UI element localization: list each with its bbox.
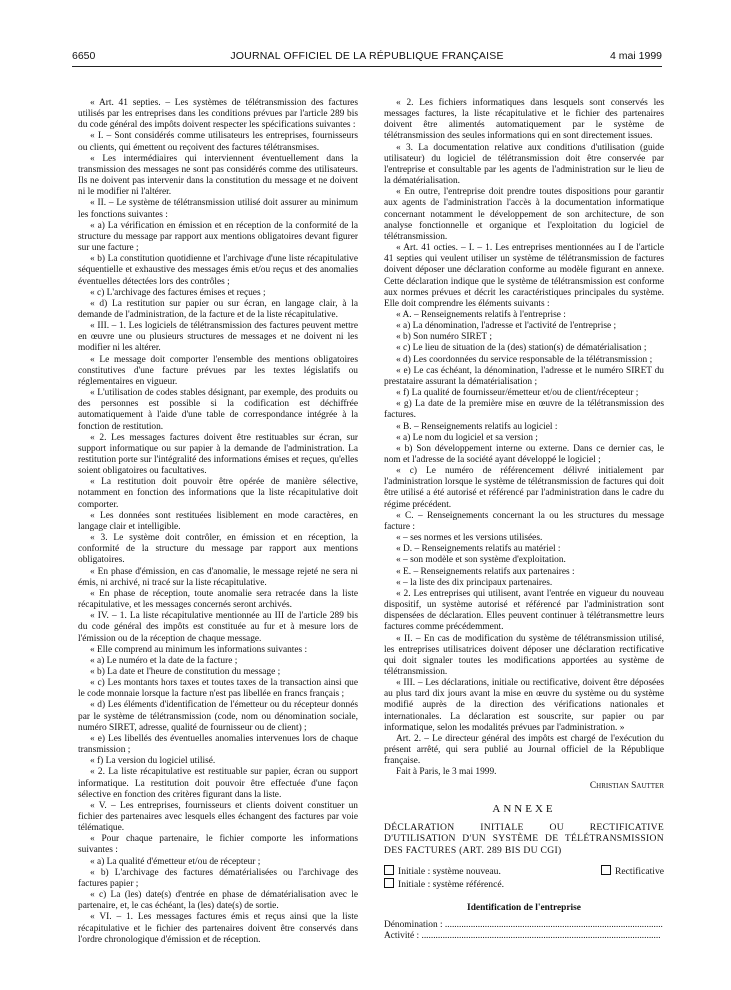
paragraph: « La restitution doit pouvoir être opérée de manière sélective, notamment en fonction des informations que la liste récapitulative doit comporter. [78,477,358,510]
checkbox-row-1 [384,865,664,878]
paragraph: « I. – Sont considérés comme utilisateurs les entreprises, fournisseurs ou clients, qui émettent ou reçoivent des factures télétransmises. [78,131,358,153]
paragraph: « V. – Les entreprises, fournisseurs et clients doivent constituer un fichier des partenaires avec lesquels elles échangent des factures par voie télématique. [78,800,358,834]
journal-title: JOURNAL OFFICIEL DE LA RÉPUBLIQUE FRANÇAISE [230,50,504,62]
checkbox-row-2 [384,878,664,891]
paragraph: « e) Le cas échéant, la dénomination, l'adresse et le numéro SIRET du prestataire assurant la dématérialisation ; [384,365,664,387]
paragraph: « B. – Renseignements relatifs au logiciel : [396,421,558,432]
signature: Christian Sautter [589,780,664,791]
issue-date: 4 mai 1999 [610,50,662,62]
paragraph: « a) La dénomination, l'adresse et l'activité de l'entreprise ; [396,321,617,332]
annexe-heading: ANNEXE [492,802,556,815]
paragraph: « 3. La documentation relative aux conditions d'utilisation (guide utilisateur) du logiciel de télétransmission doit être conservée par l'entreprise et consultable par les agents de l'administration sur le lieu de la dématérialisation. [384,142,664,187]
identification-heading: Identification de l'entreprise [467,903,581,914]
paragraph: « b) La date et l'heure de constitution du message ; [90,666,281,677]
paragraph: « a) Le nom du logiciel et sa version ; [396,432,538,443]
paragraph: « a) La qualité d'émetteur et/ou de récepteur ; [90,856,261,867]
paragraph: « c) Les montants hors taxes et toutes taxes de la transaction ainsi que le code monnaie lorsque la facture n'est pas libellée en francs français ; [78,678,358,700]
paragraph: « b) La constitution quotidienne et l'archivage d'une liste récapitulative séquentielle et exhaustive des messages émis et/ou reçus et des anomalies éventuelles détectées lors des contrôles ; [78,254,358,287]
paragraph: Fait à Paris, le 3 mai 1999. [396,767,497,778]
paragraph: « Art. 41 octies. – I. – 1. Les entreprises mentionnées au I de l'article 41 septies qui veulent utiliser un système de télétransmission de factures doivent déposer une déclaration conforme au modèle figurant en annexe. Cette déclaration indique que le système de télétransmission est conforme aux normes prévues et décrit les caractéristiques principales du système. Elle doit comprendre les éléments suivants : [384,243,664,309]
declaration-title: DÉCLARATION INITIALE OU RECTIFICATIVE D'UTILISATION D'UN SYSTÈME DE TÉLÉTRANSMISSION DES FACTURES (ART. 289 BIS DU CGI) [384,821,664,856]
right-column [384,98,664,943]
checkbox-label-initial-referenced: Initiale : système référencé. [398,879,505,891]
rectificative-option [601,865,664,877]
checkbox-initial-referenced[interactable] [384,878,394,888]
paragraph: « – son modèle et son système d'exploitation. [396,555,566,566]
paragraph: « d) Les coordonnées du service responsable de la télétransmission ; [396,354,653,365]
paragraph: « En phase d'émission, en cas d'anomalie, le message rejeté ne sera ni émis, ni archivé, ni tracé sur la liste récapitulative. [78,566,358,588]
paragraph: « Pour chaque partenaire, le fichier comporte les informations suivantes : [78,834,358,856]
paragraph: « f) La version du logiciel utilisé. [90,756,216,767]
paragraph: « A. – Renseignements relatifs à l'entreprise : [396,309,566,320]
paragraph: « c) Le lieu de situation de la (des) station(s) de dématérialisation ; [396,343,647,354]
paragraph: « II. – Le système de télétransmission utilisé doit assurer au minimum les fonctions suivantes : [78,198,358,220]
paragraph: « En outre, l'entreprise doit prendre toutes dispositions pour garantir aux agents de l'administration l'accès à la documentation informatique concernant notamment le développement de son architecture, de son analyse fonctionnelle et organique et l'exploitation du logiciel de télétransmission. [384,187,664,242]
paragraph: « II. – En cas de modification du système de télétransmission utilisé, les entreprises utilisatrices doivent déposer une déclaration rectificative qui doit signaler toutes les modifications apportées au système de télétransmission. [384,633,664,677]
page-header [72,48,662,64]
paragraph: « D. – Renseignements relatifs au matériel : [396,544,561,555]
header-rule [72,66,662,67]
paragraph: « E. – Renseignements relatifs aux partenaires : [396,566,575,577]
paragraph: « c) La (les) date(s) d'entrée en phase de dématérialisation avec le partenaire, et, le cas échéant, la (les) date(s) de sortie. [78,890,358,912]
paragraph: « 2. Les messages factures doivent être restituables sur écran, sur support informatique ou sur papier à la demande de l'administration. La restitution porte sur l'intégralité des informations émises et reçues, qu'elles soient obligatoires ou facultatives. [78,432,358,477]
paragraph: « III. – 1. Les logiciels de télétransmission des factures peuvent mettre en œuvre une ou plusieurs structures de messages et ne doivent ni les modifier ni les altérer. [78,321,358,354]
paragraph: « Les intermédiaires qui interviennent éventuellement dans la transmission des messages ne sont pas considérés comme des utilisateurs. Ils ne doivent pas intervenir dans la constitution du message et ne doivent ni le modifier ni l'altérer. [78,153,358,198]
paragraph: « d) La restitution sur papier ou sur écran, en langage clair, à la demande de l'administration, de la facture et de la liste récapitulative. [78,298,358,320]
paragraph: « e) Les libellés des éventuelles anomalies intervenues lors de chaque transmission ; [78,733,358,756]
paragraph: « L'utilisation de codes stables désignant, par exemple, des produits ou des personnes est possible si la codification est déchiffrée automatiquement à l'aide d'une table de correspondance intégrée à la fonction de restitution. [78,388,358,432]
left-column [78,98,358,946]
paragraph: « f) La qualité de fournisseur/émetteur et/ou de client/récepteur ; [396,388,639,399]
paragraph: « d) Les éléments d'identification de l'émetteur ou du récepteur donnés par le système de télétransmission (code, nom ou dénomination sociale, numéro SIRET, adresse, qualité de fournisseur ou de client) ; [78,700,358,733]
checkbox-rectificative[interactable] [601,865,611,875]
paragraph: « Art. 41 septies. – Les systèmes de télétransmission des factures utilisés par les entreprises dans les conditions prévues par l'article 289 bis du code général des impôts doivent respecter les spécifications suivantes : [78,98,358,131]
checkbox-initial-new[interactable] [384,865,394,875]
paragraph: Art. 2. – Le directeur général des impôts est chargé de l'exécution du présent arrêté, qui sera publié au Journal officiel de la République française. [384,733,664,767]
paragraph: « IV. – 1. La liste récapitulative mentionnée au III de l'article 289 bis du code général des impôts est constituée au fur et à mesure lors de l'émission ou de la réception de chaque message. [78,611,358,644]
paragraph: « g) La date de la première mise en œuvre de la télétransmission des factures. [384,399,664,421]
denomination-field: Dénomination : ............................................................................................. [384,920,663,931]
paragraph: « a) Le numéro et la date de la facture ; [90,655,238,666]
paragraph: « c) L'archivage des factures émises et reçues ; [90,287,266,298]
paragraph: « 2. Les entreprises qui utilisent, avant l'entrée en vigueur du nouveau dispositif, un système autorisé et référencé par l'administration sont dispensées de déclaration. Elles peuvent continuer à télétransmettre leurs factures comme précédemment. [384,588,664,633]
paragraph: « III. – Les déclarations, initiale ou rectificative, doivent être déposées au plus tard dix jours avant la mise en œuvre du système ou du système modifié auprès de la direction des vérifications nationales et internationales. La déclaration est souscrite, sur papier ou par informatique, selon les modalités prévues par l'administration. » [384,678,664,733]
paragraph: « Les données sont restituées lisiblement en mode caractères, en langage clair et intelligible. [78,510,358,532]
paragraph: « 3. Le système doit contrôler, en émission et en réception, la conformité de la structure du message par rapport aux mentions obligatoires. [78,533,358,566]
page-number: 6650 [72,50,96,62]
checkbox-label-initial-new: Initiale : système nouveau. [398,866,501,878]
paragraph: « 2. La liste récapitulative est restituable sur papier, écran ou support informatique. La restitution doit pouvoir être effectuée d'une façon sélective en fonction des critères figurant dans la liste. [78,767,358,800]
paragraph: « Elle comprend au minimum les informations suivantes : [90,644,308,655]
paragraph: « c) Le numéro de référencement délivré initialement par l'administration lorsque le système de télétransmission de factures qui doit être utilisé a été autorisé et référencé par l'administration dans le cadre du régime précédent. [384,466,664,510]
checkbox-label-rectificative: Rectificative [614,866,664,878]
paragraph: « C. – Renseignements concernant la ou les structures du message facture : [384,510,664,532]
paragraph: « 2. Les fichiers informatiques dans lesquels sont conservés les messages factures, la liste récapitulative et le fichier des partenaires doivent être alimentés automatiquement par le système de télétransmission des seules informations qui en sont directement issues. [384,98,664,142]
paragraph: « b) Son numéro SIRET ; [396,332,492,343]
paragraph: « – la liste des dix principaux partenaires. [396,577,553,588]
paragraph: « Le message doit comporter l'ensemble des mentions obligatoires constitutives d'une facture prévues par les textes législatifs ou réglementaires en vigueur. [78,354,358,387]
paragraph: « a) La vérification en émission et en réception de la conformité de la structure du message par rapport aux mentions obligatoires devant figurer sur une facture ; [78,220,358,254]
paragraph: « b) L'archivage des factures dématérialisées ou l'archivage des factures papier ; [78,867,358,889]
paragraph: « En phase de réception, toute anomalie sera retracée dans la liste récapitulative, et les messages concernés seront archivés. [78,588,358,611]
paragraph: « b) Son développement interne ou externe. Dans ce dernier cas, le nom et l'adresse de la société ayant développé le logiciel ; [384,443,664,465]
paragraph: « – ses normes et les versions utilisées. [396,533,543,544]
activite-field: Activité : ...................................................................................................... [384,931,661,942]
paragraph: « VI. – 1. Les messages factures émis et reçus ainsi que la liste récapitulative et le fichier des partenaires doivent être conservés dans l'ordre chronologique d'émission et de réception. [78,912,358,945]
